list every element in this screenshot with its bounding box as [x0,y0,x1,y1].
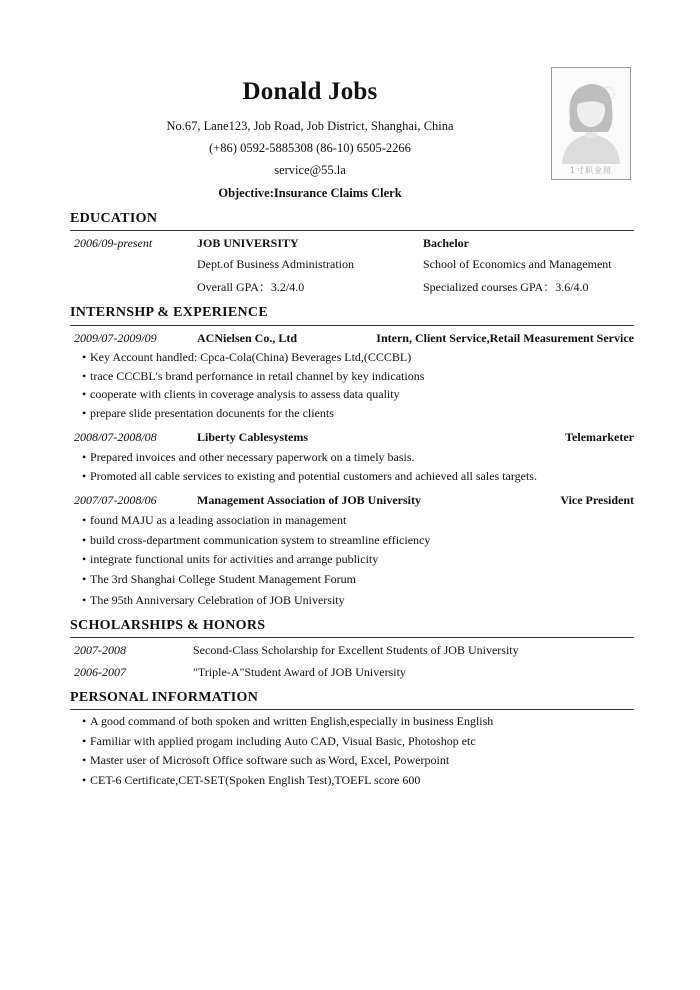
honor-text: Second-Class Scholarship for Excellent Students of JOB University [193,643,519,657]
personal-heading: PERSONAL INFORMATION [70,690,259,705]
objective [0,186,620,201]
education-divider [70,230,634,231]
education-dept: Dept.of Business Administration [197,257,354,271]
email[interactable]: service@55.la [274,163,346,177]
person-silhouette-icon [552,68,630,164]
list-item: • found MAJU as a leading association in management [82,513,347,527]
address: No.67, Lane123, Job Road, Job District, Shanghai, China [166,119,454,133]
list-item: • build cross-department communication system to streamline efficiency [82,533,431,547]
job-role: Intern, Client Service,Retail Measurement Service [376,331,634,345]
education-school: JOB UNIVERSITY [197,236,299,250]
list-item: • CET-6 Certificate,CET-SET(Spoken English Test),TOEFL score 600 [82,773,421,787]
education-college: School of Economics and Management [423,257,612,271]
list-item: • cooperate with clients in coverage analysis to assess data quality [82,387,400,401]
objective-value: Insurance Claims Clerk [273,186,402,200]
phone-numbers: (+86) 0592-5885308 (86-10) 6505-2266 [209,141,411,155]
photo-caption: 1寸职业照 [569,166,613,175]
job-date: 2008/07-2008/08 [74,430,157,444]
job-role: Telemarketer [565,430,634,444]
education-special-gpa: Specialized courses GPA：3.6/4.0 [423,280,589,294]
list-item: • Promoted all cable services to existing and potential customers and achieved all sales targets. [82,469,537,483]
experience-divider [70,325,634,326]
scholarships-heading: SCHOLARSHIPS & HONORS [70,618,266,633]
list-item: • Familiar with applied progam including Auto CAD, Visual Basic, Photoshop etc [82,734,476,748]
job-role: Vice President [560,493,634,507]
education-date: 2006/09-present [74,236,153,250]
list-item: • The 3rd Shanghai College Student Management Forum [82,572,356,586]
job-org: Management Association of JOB University [197,493,421,507]
education-heading: EDUCATION [70,211,158,226]
honor-date: 2006-2007 [74,665,126,679]
job-org: ACNielsen Co., Ltd [197,331,298,345]
list-item: • Prepared invoices and other necessary paperwork on a timely basis. [82,450,415,464]
honor-text: "Triple-A"Student Award of JOB University [193,665,406,679]
job-org: Liberty Cablesystems [197,430,308,444]
education-gpa: Overall GPA：3.2/4.0 [197,280,305,294]
candidate-name: Donald Jobs [242,78,378,105]
job-date: 2007/07-2008/06 [74,493,157,507]
honor-date: 2007-2008 [74,643,126,657]
objective-label: Objective: [218,186,274,200]
personal-divider [70,709,634,710]
list-item: • trace CCCBL's brand perfornance in retail channel by key indications [82,369,425,383]
education-degree: Bachelor [423,236,469,250]
experience-heading: INTERNSHP & EXPERIENCE [70,305,268,320]
list-item: • The 95th Anniversary Celebration of JOB University [82,593,345,607]
list-item: • Key Account handled: Cpca-Cola(China) Beverages Ltd,(CCCBL) [82,350,412,364]
list-item: • integrate functional units for activities and arrange publicity [82,552,379,566]
job-date: 2009/07-2009/09 [74,331,157,345]
list-item: • A good command of both spoken and written English,especially in business English [82,714,494,728]
photo-placeholder [551,67,631,180]
list-item: • prepare slide presentation docunents for the clients [82,406,334,420]
scholarships-divider [70,637,634,638]
list-item: • Master user of Microsoft Office software such as Word, Excel, Powerpoint [82,753,450,767]
